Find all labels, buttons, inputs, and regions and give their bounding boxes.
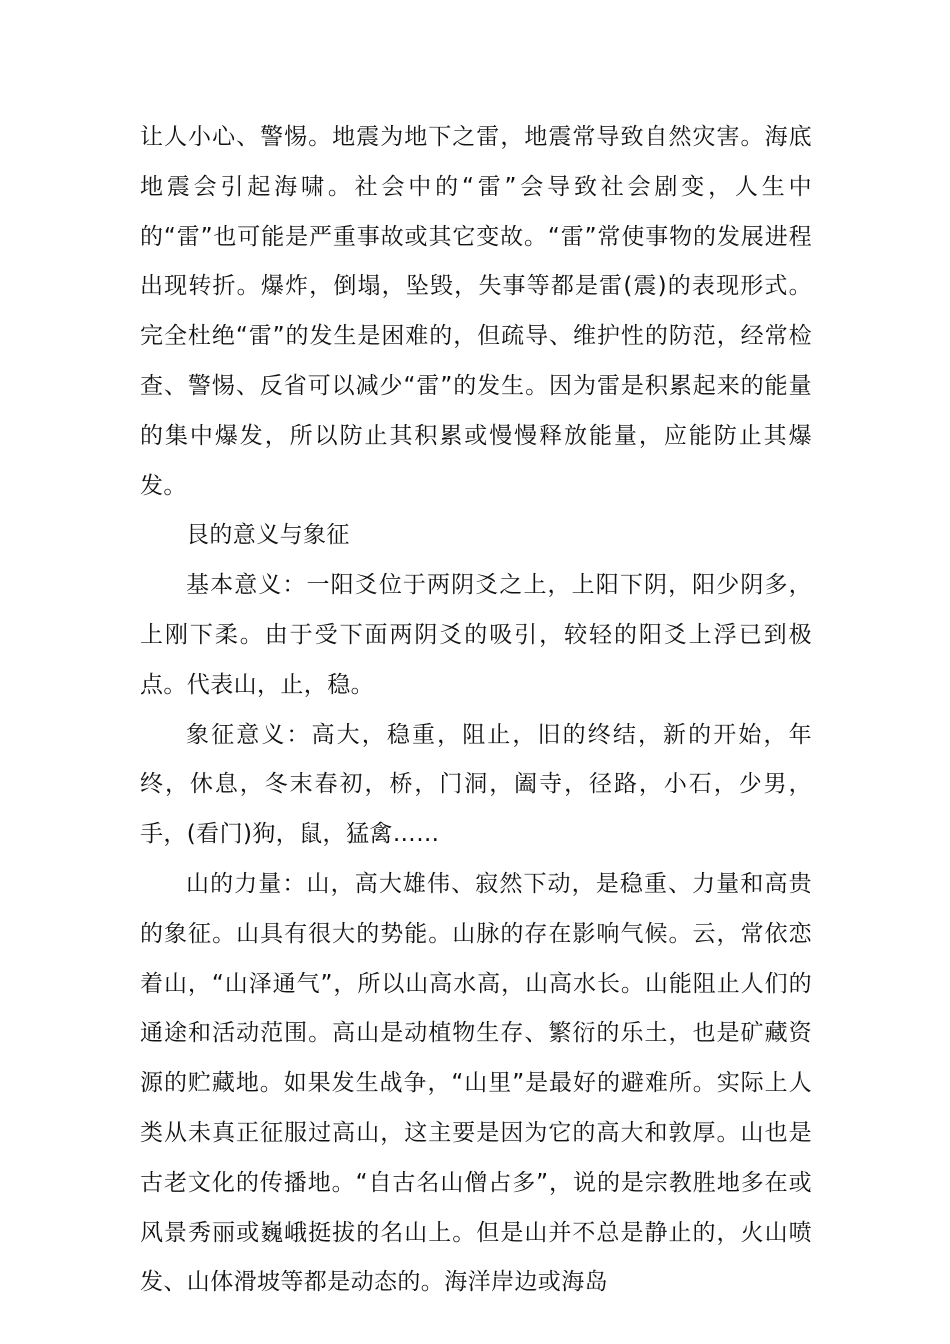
paragraph-symbolic-meaning: 象征意义：高大，稳重，阻止，旧的终结，新的开始，年终，休息，冬末春初，桥，门洞，阖寺，径路，小石，少男，手，(看门)狗，鼠，猛禽…… (140, 721, 812, 848)
section-heading-gen: 艮的意义与象征 (186, 522, 350, 549)
paragraph-mountain-power: 山的力量：山，高大雄伟、寂然下动，是稳重、力量和高贵的象征。山具有很大的势能。山脉的存在影响气候。云，常依恋着山，“山泽通气”，所以山高水高，山高水长。山能阻止人们的通途和活动范围。高山是动植物生存、繁衍的乐土，也是矿藏资源的贮藏地。如果发生战争，“山里”是最好的避难所。实际上人类从未真正征服过高山，这主要是因为它的高大和敦厚。山也是古老文化的传播地。“自古名山僧占多”，说的是宗教胜地多在或风景秀丽或巍峨挺拔的名山上。但是山并不总是静止的，火山喷发、山体滑坡等都是动态的。海洋岸边或海岛 (140, 870, 812, 1296)
document-page (140, 113, 812, 1308)
paragraph-thunder-continued: 让人小心、警惕。地震为地下之雷，地震常导致自然灾害。海底地震会引起海啸。社会中的“雷”会导致社会剧变，人生中的“雷”也可能是严重事故或其它变故。“雷”常使事物的发展进程出现转折。爆炸，倒塌，坠毁，失事等都是雷(震)的表现形式。完全杜绝“雷”的发生是困难的，但疏导、维护性的防范，经常检查、警惕、反省可以减少“雷”的发生。因为雷是积累起来的能量的集中爆发，所以防止其积累或慢慢释放能量，应能防止其爆发。 (140, 124, 812, 499)
paragraph-basic-meaning: 基本意义：一阳爻位于两阴爻之上，上阳下阴，阳少阴多，上刚下柔。由于受下面两阴爻的吸引，较轻的阳爻上浮已到极点。代表山，止，稳。 (140, 572, 812, 698)
